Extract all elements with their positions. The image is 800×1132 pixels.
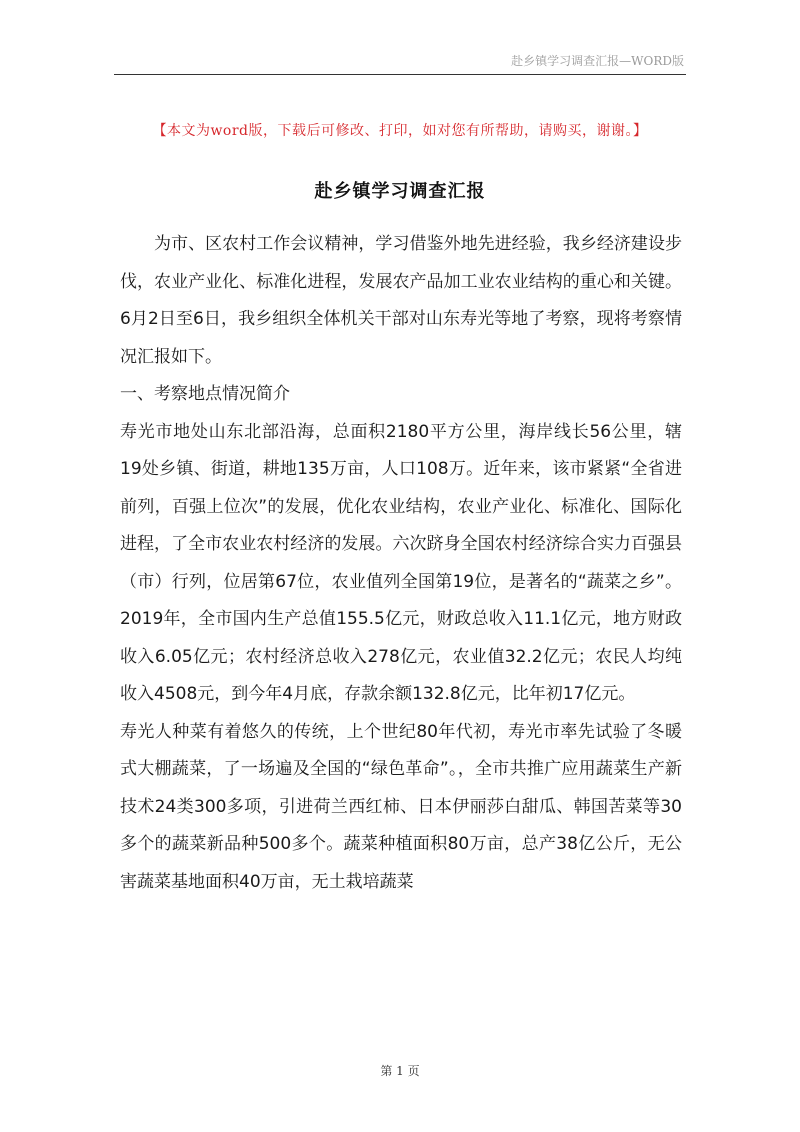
purchase-notice: 【本文为word版，下载后可修改、打印，如对您有所帮助，请购买，谢谢。】 xyxy=(152,123,648,139)
body-paragraph: 寿光人种菜有着悠久的传统，上个世纪80年代初，寿光市率先试验了冬暖式大棚蔬菜，了一场遍及全国的“绿色革命”。，全市共推广应用蔬菜生产新技术24类300多项，引进荷兰西红柿、日本伊丽莎白甜瓜、韩国苦菜等30多个的蔬菜新品种500多个。蔬菜种植面积80万亩，总产38亿公斤，无公害蔬菜基地面积40万亩，无土栽培蔬菜 xyxy=(120,721,682,892)
running-header: 赴乡镇学习调查汇报—WORD版 xyxy=(511,54,684,68)
intro-paragraph: 为市、区农村工作会议精神，学习借鉴外地先进经验，我乡经济建设步伐，农业产业化、标准化进程，发展农产品加工业农业结构的重心和关键。6月2日至6日，我乡组织全体机关干部对山东寿光等地了考察，现将考察情况汇报如下。 xyxy=(120,234,682,367)
section-heading: 一、考察地点情况简介 xyxy=(120,384,290,404)
document-title: 赴乡镇学习调查汇报 xyxy=(314,181,486,202)
document-body xyxy=(120,226,682,901)
header-divider xyxy=(114,74,686,75)
body-paragraph: 寿光市地处山东北部沿海，总面积2180平方公里，海岸线长56公里，辖19处乡镇、街道，耕地135万亩，人口108万。近年来，该市紧紧“全省进前列，百强上位次”的发展，优化农业结构，农业产业化、标准化、国际化进程，了全市农业农村经济的发展。六次跻身全国农村经济综合实力百强县（市）行列，位居第67位，农业值列全国第19位，是著名的“蔬菜之乡”。2019年，全市国内生产总值155.5亿元，财政总收入11.1亿元，地方财政收入6.05亿元；农村经济总收入278亿元，农业值32.2亿元；农民人均纯收入4508元，到今年4月底，存款余额132.8亿元，比年初17亿元。 xyxy=(120,421,682,704)
page-number: 第 1 页 xyxy=(380,1064,420,1078)
